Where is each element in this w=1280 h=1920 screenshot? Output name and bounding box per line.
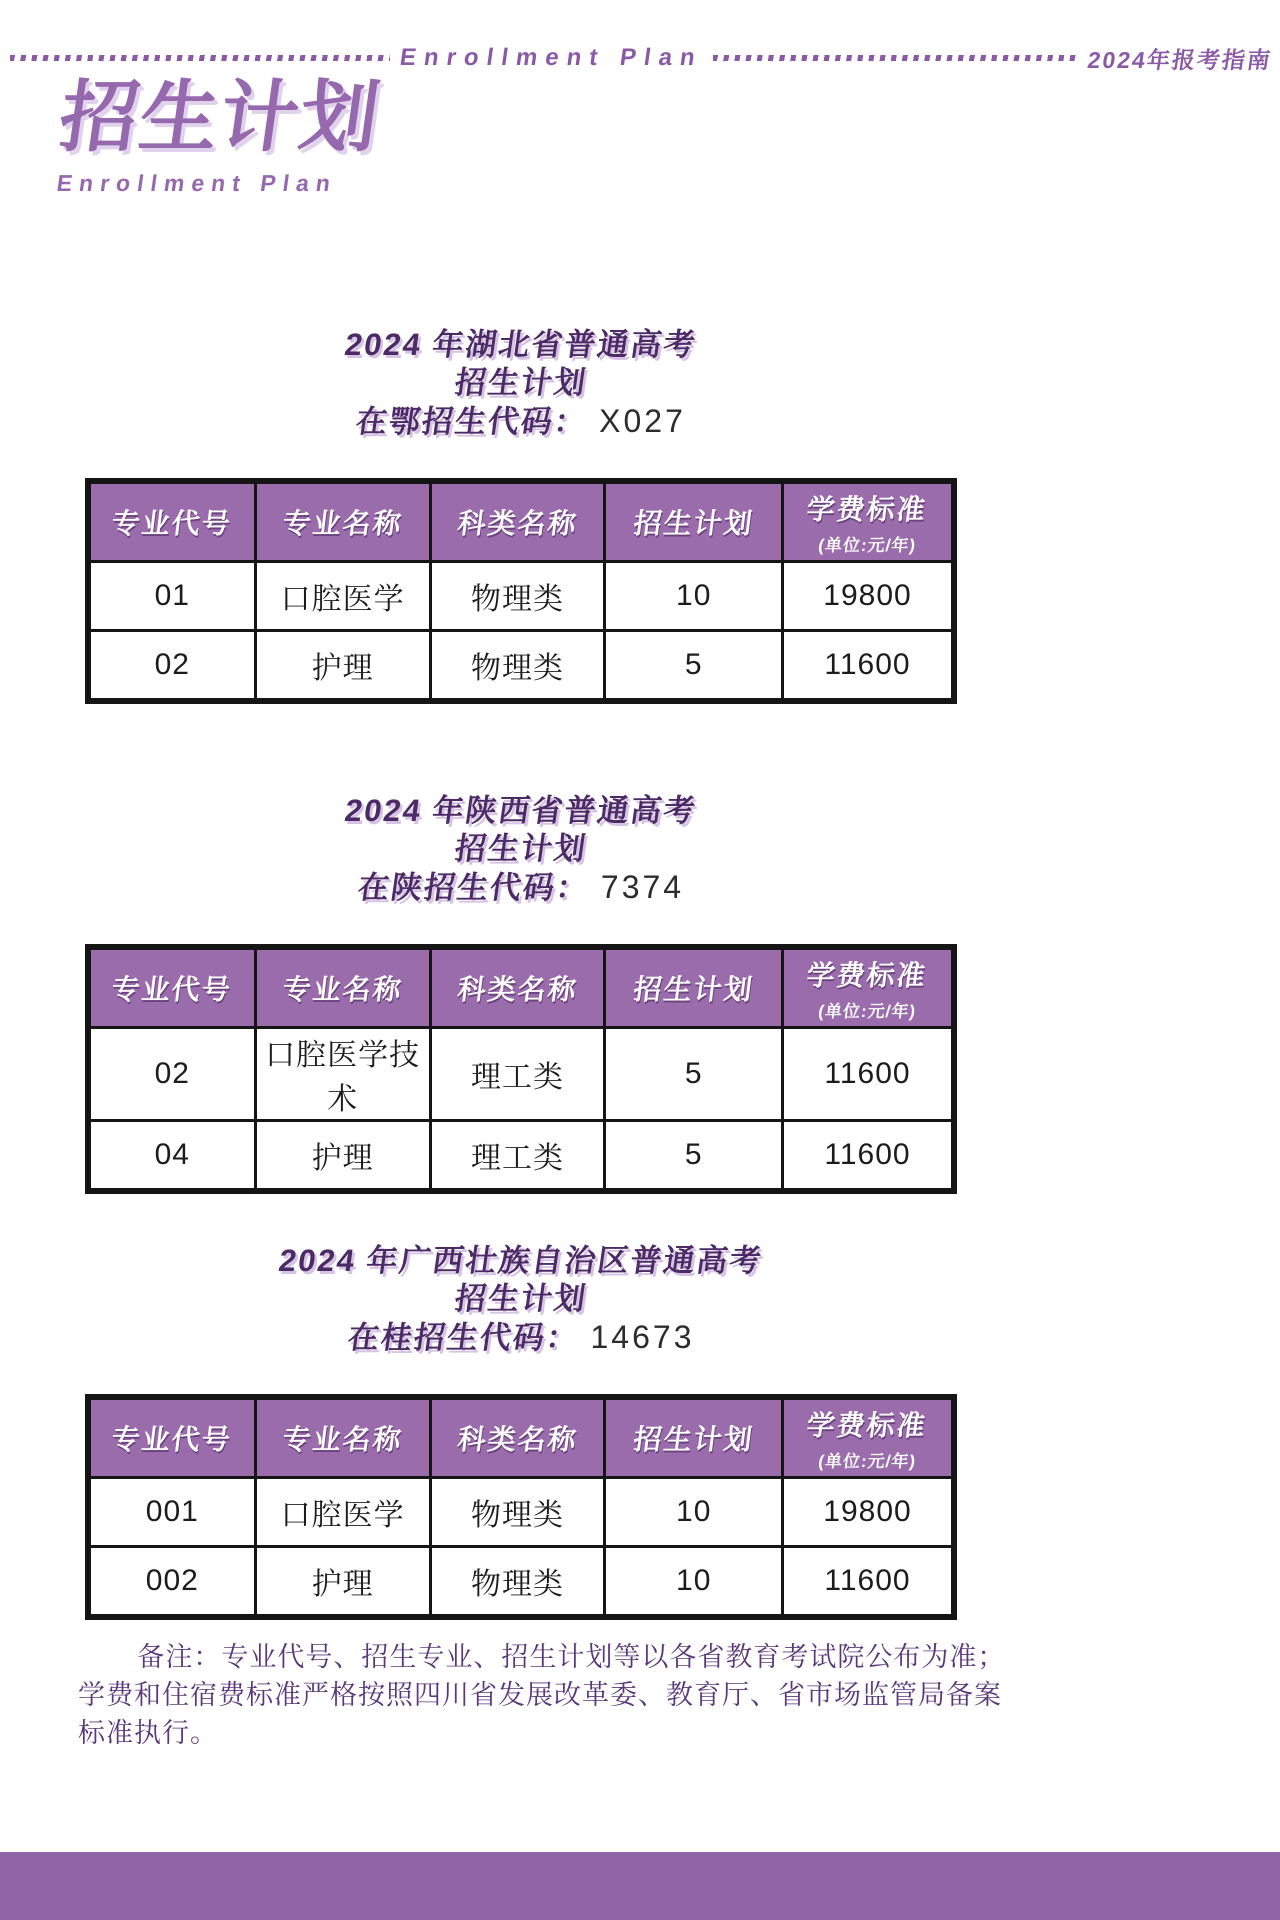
cell-plan-count: 10 <box>605 1478 783 1547</box>
admission-code-value: 7374 <box>600 869 685 905</box>
admission-code-label: 在陕招生代码： <box>355 870 592 905</box>
header-row <box>88 481 954 562</box>
table-row <box>88 631 954 702</box>
topbar-guide-label: 2024年报考指南 <box>1085 46 1274 73</box>
admission-code-line <box>85 402 957 441</box>
page-title: 招生计划 <box>54 73 387 161</box>
admission-code-value: 14673 <box>590 1319 695 1355</box>
col-header-plan: 招生计划 <box>605 947 783 1028</box>
admission-code-line <box>85 1318 957 1357</box>
cell-major-name: 口腔医学 <box>255 1478 430 1547</box>
plan-table-hubei <box>85 478 957 704</box>
section-guangxi <box>85 1242 957 1620</box>
col-header-major-name: 专业名称 <box>255 481 430 562</box>
col-header-major-code: 专业代号 <box>88 481 255 562</box>
cell-tuition: 11600 <box>782 1547 954 1618</box>
plan-table-guangxi <box>85 1394 957 1620</box>
table-row <box>88 1478 954 1547</box>
tuition-unit-label: (单位:元/年) <box>817 536 918 555</box>
cell-plan-count: 5 <box>605 1121 783 1192</box>
admission-code-value: X027 <box>599 403 686 439</box>
col-header-tuition: 学费标准 (单位:元/年) <box>782 481 954 562</box>
col-header-category: 科类名称 <box>430 481 605 562</box>
col-header-plan: 招生计划 <box>605 481 783 562</box>
admission-code-line <box>85 868 957 907</box>
cell-category: 物理类 <box>430 631 605 702</box>
footnote: 备注：专业代号、招生专业、招生计划等以各省教育考试院公布为准；学费和住宿费标准严格按照四川省发展改革委、教育厅、省市场监管局备案标准执行。 <box>78 1642 1006 1748</box>
section-shaanxi <box>85 792 957 1194</box>
col-header-major-name: 专业名称 <box>255 947 430 1028</box>
cell-major-code: 02 <box>88 631 255 702</box>
cell-category: 理工类 <box>430 1028 605 1121</box>
admission-code-label: 在鄂招生代码： <box>353 404 590 439</box>
tuition-unit-label: (单位:元/年) <box>817 1452 918 1471</box>
section-hubei <box>85 326 957 704</box>
cell-category: 理工类 <box>430 1121 605 1192</box>
cell-major-code: 001 <box>88 1478 255 1547</box>
page-title-block <box>54 73 387 197</box>
section-heading-line1: 2024 年陕西省普通高考 <box>342 793 700 828</box>
cell-plan-count: 5 <box>605 631 783 702</box>
cell-tuition: 11600 <box>782 1121 954 1192</box>
col-header-category: 科类名称 <box>430 947 605 1028</box>
table-row <box>88 1028 954 1121</box>
cell-major-code: 002 <box>88 1547 255 1618</box>
cell-major-name: 口腔医学 <box>255 562 430 631</box>
cell-category: 物理类 <box>430 562 605 631</box>
table-row <box>88 1547 954 1618</box>
col-header-major-name: 专业名称 <box>255 1397 430 1478</box>
cell-tuition: 19800 <box>782 1478 954 1547</box>
cell-tuition: 11600 <box>782 631 954 702</box>
cell-plan-count: 10 <box>605 1547 783 1618</box>
cell-major-code: 01 <box>88 562 255 631</box>
plan-table-shaanxi <box>85 944 957 1194</box>
top-header-bar <box>10 44 1272 72</box>
col-header-major-code: 专业代号 <box>88 947 255 1028</box>
cell-plan-count: 10 <box>605 562 783 631</box>
cell-major-code: 04 <box>88 1121 255 1192</box>
table-row <box>88 1121 954 1192</box>
col-header-plan: 招生计划 <box>605 1397 783 1478</box>
table-row <box>88 562 954 631</box>
cell-major-code: 02 <box>88 1028 255 1121</box>
section-heading-line1: 2024 年广西壮族自治区普通高考 <box>276 1243 766 1278</box>
section-heading-line2: 招生计划 <box>452 831 590 866</box>
cell-category: 物理类 <box>430 1478 605 1547</box>
page-subtitle: Enrollment Plan <box>55 170 339 196</box>
col-header-category: 科类名称 <box>430 1397 605 1478</box>
section-heading-line1: 2024 年湖北省普通高考 <box>342 327 700 362</box>
header-row <box>88 947 954 1028</box>
bottom-accent-bar <box>0 1852 1280 1920</box>
col-header-major-code: 专业代号 <box>88 1397 255 1478</box>
cell-tuition: 11600 <box>782 1028 954 1121</box>
dotted-leader-right-icon <box>713 55 1078 61</box>
cell-category: 物理类 <box>430 1547 605 1618</box>
cell-plan-count: 5 <box>605 1028 783 1121</box>
admission-code-label: 在桂招生代码： <box>345 1320 582 1355</box>
dotted-leader-left-icon <box>10 55 390 61</box>
section-heading-line2: 招生计划 <box>452 365 590 400</box>
cell-tuition: 19800 <box>782 562 954 631</box>
cell-major-name: 护理 <box>255 1121 430 1192</box>
cell-major-name: 护理 <box>255 1547 430 1618</box>
topbar-title: Enrollment Plan <box>398 44 705 71</box>
col-header-tuition: 学费标准 (单位:元/年) <box>782 1397 954 1478</box>
cell-major-name: 护理 <box>255 631 430 702</box>
cell-major-name: 口腔医学技术 <box>255 1028 430 1121</box>
tuition-unit-label: (单位:元/年) <box>817 1002 918 1021</box>
section-heading-line2: 招生计划 <box>452 1281 590 1316</box>
header-row <box>88 1397 954 1478</box>
col-header-tuition: 学费标准 (单位:元/年) <box>782 947 954 1028</box>
